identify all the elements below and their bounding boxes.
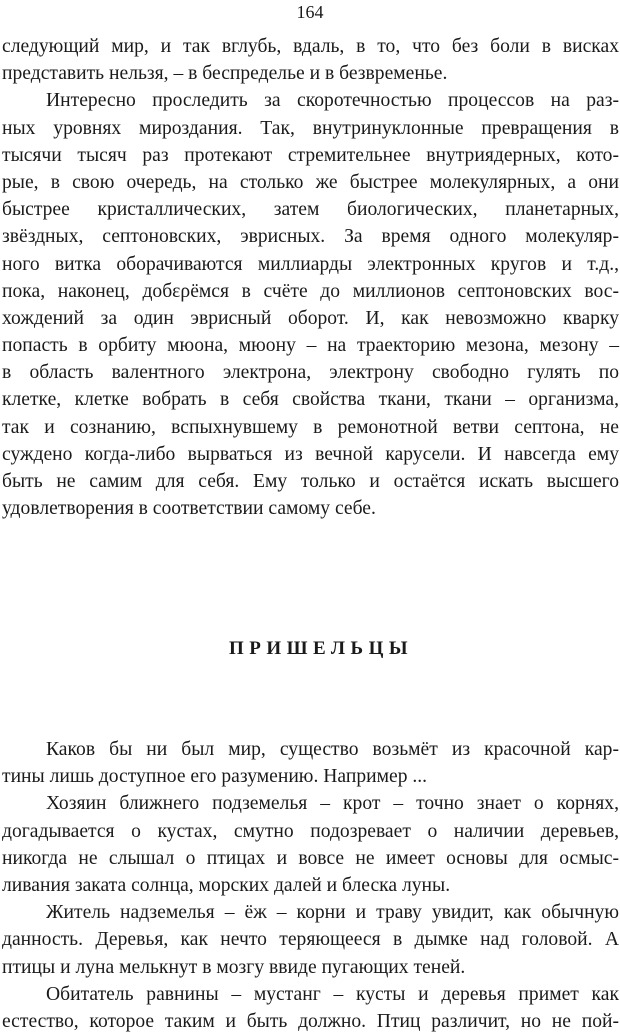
text-line: удовлетворения в соответствии самому себе. xyxy=(2,498,376,520)
text-line: тины лишь доступное его разумению. Например ... xyxy=(2,766,428,788)
text-line: естество, которое таким и быть должно. Птиц различит, но не пой- xyxy=(2,1010,619,1032)
text-line: быстрее кристаллических, затем биологических, планетарных, xyxy=(2,199,619,221)
text-line: Интересно проследить за скоротечностью процессов на раз- xyxy=(46,90,619,112)
text-line: пока, наконец, добερёмся в счёте до миллионов септоновских вос- xyxy=(2,280,619,302)
text-line: хождений за один эврисный оборот. И, как невозможно кварку xyxy=(2,307,619,329)
text-line: Каков бы ни был мир, существо возьмёт из красочной кар- xyxy=(46,739,619,760)
text-line: ного витка оборачиваются миллиарды электронных кругов и т.д., xyxy=(2,253,619,275)
text-line: догадывается о кустах, смутно подозревает о наличии деревьев, xyxy=(2,820,619,842)
text-block-aliens xyxy=(2,736,619,1035)
text-line: следующий мир, и так вглубь, вдаль, в то, что без боли в висках xyxy=(2,36,619,57)
text-line: никогда не слышал о птицах и вовсе не имеет основы для осмыс- xyxy=(2,847,619,869)
text-line: птицы и луна мелькнут в мозгу ввиде пугающих теней. xyxy=(2,956,466,978)
text-line: данность. Деревья, как нечто теряющееся в дымке над головой. А xyxy=(2,929,619,951)
text-block-intro xyxy=(2,33,619,522)
section-heading: ПРИШЕЛЬЦЫ xyxy=(228,638,414,659)
text-line: Хозяин ближнего подземелья – крот – точно знает о корнях, xyxy=(46,793,619,815)
text-line: Житель надземелья – ёж – корни и траву увидит, как обычную xyxy=(46,902,619,924)
page-number: 164 xyxy=(296,2,324,22)
text-line: быть не самим для себя. Ему только и остаётся искать высшего xyxy=(2,471,619,492)
text-line: представить нельзя, – в беспределье и в безвременье. xyxy=(2,63,448,85)
text-line: ных уровнях мироздания. Так, внутринуклонные превращения в xyxy=(2,117,619,139)
text-line: попасть в орбиту мюона, мюону – на траекторию мезона, мезону – xyxy=(2,335,619,357)
text-line: так и сознанию, вспыхнувшему в ремонотной ветви септона, не xyxy=(2,416,619,438)
text-line: суждено когда-либо вырваться из вечной карусели. И навсегда ему xyxy=(2,443,619,465)
text-line: ливания заката солнца, морских далей и блеска луны. xyxy=(2,874,451,896)
text-line: тысячи тысяч раз протекают стремительнее внутриядерных, кото- xyxy=(2,144,619,166)
text-line: Обитатель равнины – мустанг – кусты и деревья примет как xyxy=(46,983,619,1005)
text-line: клетке, клетке вобрать в себя свойства ткани, ткани – организма, xyxy=(2,389,619,411)
text-line: звёздных, септоновских, эврисных. За время одного молекуляр- xyxy=(2,226,619,248)
text-line: рые, в свою очередь, на столько же быстрее молекулярных, а они xyxy=(2,171,619,193)
text-line: в область валентного электрона, электрону свободно гулять по xyxy=(2,362,619,384)
